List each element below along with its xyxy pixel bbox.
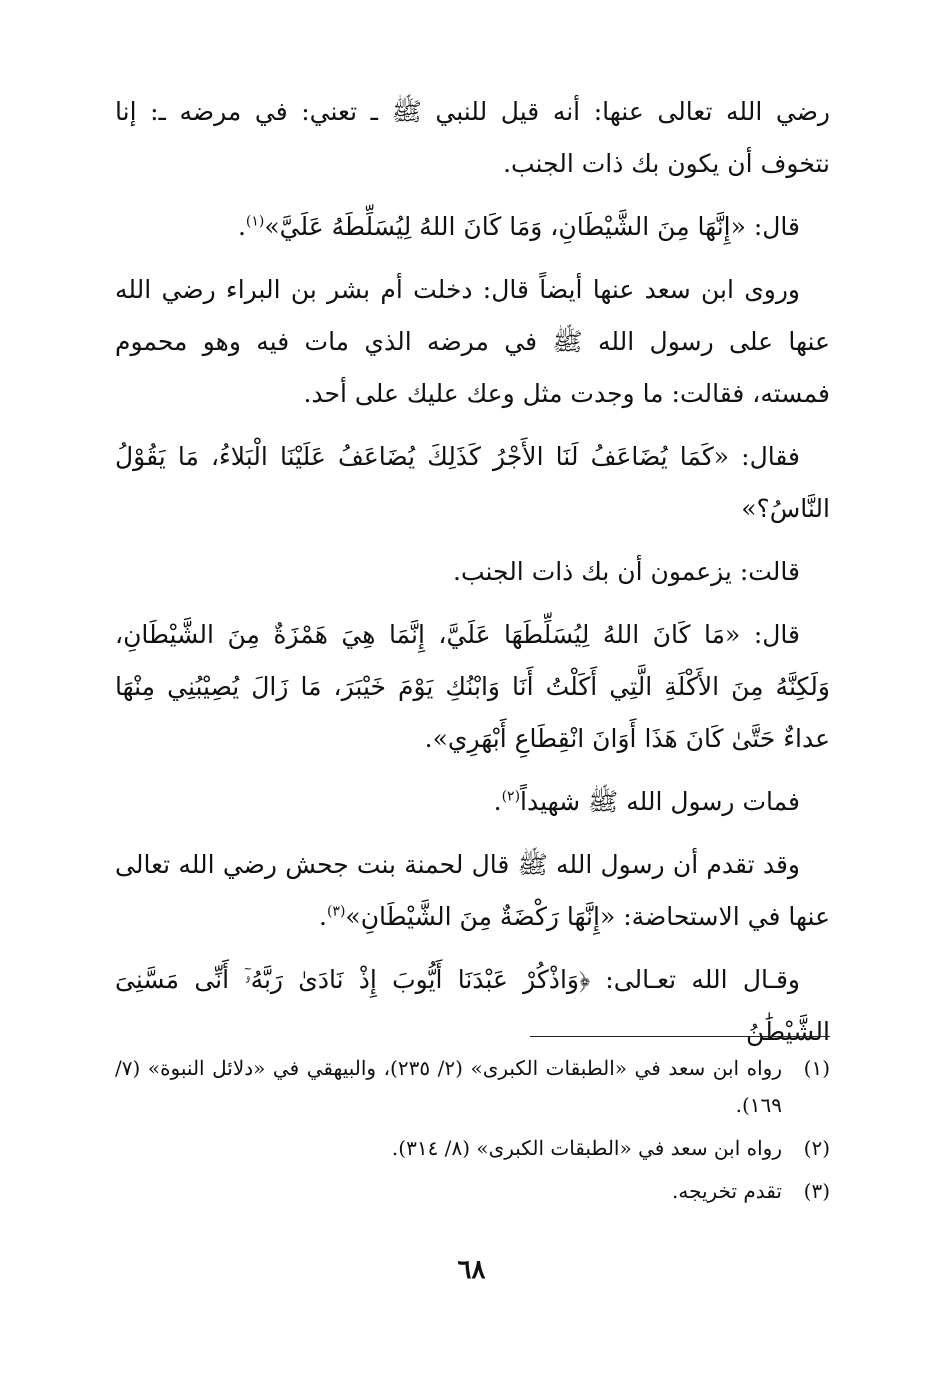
footnote-number: (٣): [803, 1179, 830, 1203]
paragraph-text: قالت: يزعمون أن بك ذات الجنب.: [453, 557, 800, 586]
main-text: [115, 86, 830, 1069]
paragraph-text: فقال: «كَمَا يُضَاعَفُ لَنَا الأَجْرُ كَذَلِكَ يُضَاعَفُ عَلَيْنَا الْبَلاءُ، مَا يَقُوْلُ النَّاسُ؟»: [115, 442, 830, 523]
footnote-text: رواه ابن سعد في «الطبقات الكبرى» (٢/ ٢٣٥)، والبيهقي في «دلائل النبوة» (٧/ ١٦٩).: [115, 1056, 782, 1117]
footnotes: [115, 1050, 830, 1216]
footnote-ref[interactable]: (١): [245, 213, 265, 230]
paragraph-tail: .: [318, 902, 327, 931]
paragraph-text: وقد تقدم أن رسول الله ﷺ قال لحمنة بنت جحش رضي الله تعالى عنها في الاستحاضة: «إِنَّهَا رَكْضَةٌ مِنَ الشَّيْطَانِ»: [115, 850, 830, 931]
paragraph-text: وروى ابن سعد عنها أيضاً قال: دخلت أم بشر بن البراء رضي الله عنها على رسول الله ﷺ في مرضه الذي مات فيه وهو محموم فمسته، فقالت: ما وجدت مثل وعك عليك على أحد.: [115, 275, 830, 408]
footnote-text: تقدم تخريجه.: [672, 1179, 782, 1203]
footnote-number: (١): [803, 1056, 830, 1080]
paragraph: [115, 86, 830, 190]
paragraph: [115, 546, 830, 598]
paragraph: [115, 201, 830, 253]
paragraph-text: رضي الله تعالى عنها: أنه قيل للنبي ﷺ ـ تعني: في مرضه ـ: إنا نتخوف أن يكون بك ذات الجنب.: [115, 97, 830, 178]
paragraph-tail: .: [493, 787, 502, 816]
paragraph-text: قال: «إِنَّهَا مِنَ الشَّيْطَانِ، وَمَا كَانَ اللهُ لِيُسَلِّطَهُ عَلَيَّ»: [264, 212, 800, 241]
footnote-ref[interactable]: (٢): [501, 788, 521, 805]
footnote: [115, 1130, 830, 1167]
footnote: [115, 1173, 830, 1210]
paragraph: [115, 609, 830, 765]
footnote-ref[interactable]: (٣): [326, 903, 346, 920]
paragraph-tail: .: [237, 212, 246, 241]
footnote: [115, 1050, 830, 1124]
paragraph: [115, 839, 830, 943]
paragraph: [115, 264, 830, 420]
page-number: ٦٨: [457, 1255, 486, 1285]
paragraph-text: قال: «مَا كَانَ اللهُ لِيُسَلِّطَهَا عَلَيَّ، إِنَّمَا هِيَ هَمْزَةٌ مِنَ الشَّيْطَانِ، وَلَكِنَّهُ مِنَ الأَكْلَةِ الَّتِي أَكَلْتُ أَنَا وَابْنُكِ يَوْمَ خَيْبَرَ، مَا زَالَ يُصِيْبُنِي مِنْهَا عداءٌ حَتَّىٰ كَانَ هَذَا أَوَانَ انْقِطَاعِ أَبْهَرِي».: [115, 620, 830, 753]
paragraph-text: وقـال الله تعـالى: ﴿وَاذْكُرْ عَبْدَنَا أَيُّوبَ إِذْ نَادَىٰ رَبَّهُۥٓ أَنِّى مَسَّنِىَ الشَّيْطَٰنُ: [115, 965, 830, 1046]
footnote-divider: [530, 1036, 830, 1037]
paragraph: [115, 431, 830, 535]
footnote-number: (٢): [803, 1136, 830, 1160]
footnote-text: رواه ابن سعد في «الطبقات الكبرى» (٨/ ٣١٤).: [391, 1136, 782, 1160]
paragraph-text: فمات رسول الله ﷺ شهيداً: [520, 787, 800, 816]
paragraph: [115, 776, 830, 828]
paragraph: [115, 954, 830, 1058]
